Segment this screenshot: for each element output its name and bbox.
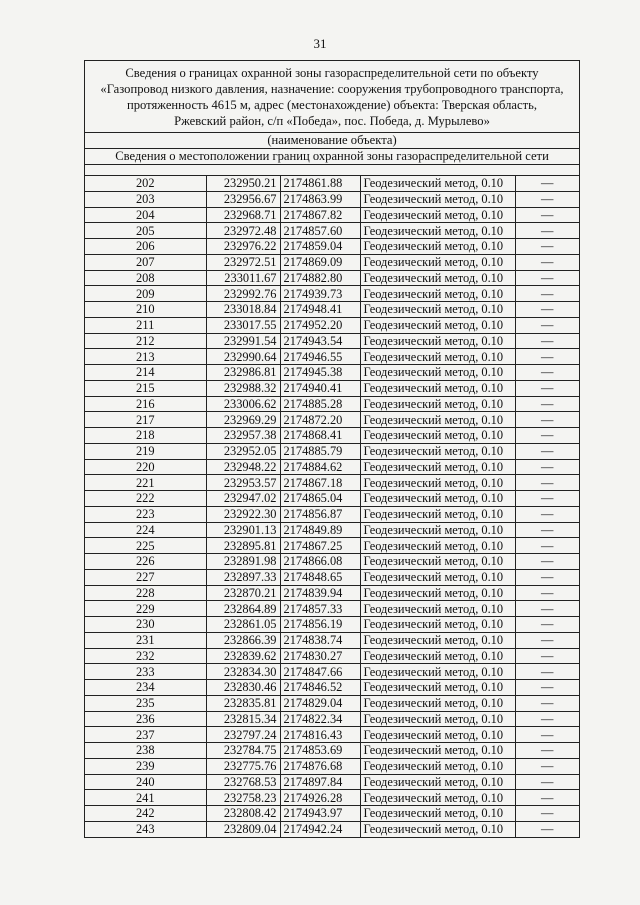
table-row [85,506,579,522]
method-cell: Геодезический метод, 0.10 [360,254,515,270]
method-cell: Геодезический метод, 0.10 [360,806,515,822]
method-cell: Геодезический метод, 0.10 [360,223,515,239]
x-coordinate-cell: 233017.55 [206,317,280,333]
table-row [85,176,579,191]
point-number-cell: 225 [85,538,206,554]
method-cell: Геодезический метод, 0.10 [360,286,515,302]
object-header [85,61,579,133]
y-coordinate-cell: 2174856.19 [280,617,360,633]
y-coordinate-cell: 2174856.87 [280,506,360,522]
method-cell: Геодезический метод, 0.10 [360,396,515,412]
point-number-cell: 238 [85,743,206,759]
table-row [85,191,579,207]
point-number-cell: 205 [85,223,206,239]
table-row [85,412,579,428]
x-coordinate-cell: 232870.21 [206,585,280,601]
x-coordinate-cell: 232768.53 [206,774,280,790]
table-row [85,207,579,223]
method-cell: Геодезический метод, 0.10 [360,743,515,759]
method-cell: Геодезический метод, 0.10 [360,459,515,475]
note-cell: — [515,475,579,491]
note-cell: — [515,554,579,570]
y-coordinate-cell: 2174869.09 [280,254,360,270]
page-number: 31 [313,36,327,51]
x-coordinate-cell: 232956.67 [206,191,280,207]
header-line: «Газопровод низкого давления, назначение: сооружения трубопроводного транспорта, [100,82,564,96]
point-number-cell: 224 [85,522,206,538]
note-cell: — [515,459,579,475]
method-cell: Геодезический метод, 0.10 [360,585,515,601]
x-coordinate-cell: 232864.89 [206,601,280,617]
method-cell: Геодезический метод, 0.10 [360,522,515,538]
method-cell: Геодезический метод, 0.10 [360,617,515,633]
note-cell: — [515,522,579,538]
table-row [85,821,579,837]
point-number-cell: 240 [85,774,206,790]
x-coordinate-cell: 232968.71 [206,207,280,223]
table-row [85,680,579,696]
note-cell: — [515,365,579,381]
x-coordinate-cell: 232901.13 [206,522,280,538]
y-coordinate-cell: 2174897.84 [280,774,360,790]
method-cell: Геодезический метод, 0.10 [360,664,515,680]
point-number-cell: 208 [85,270,206,286]
point-number-cell: 229 [85,601,206,617]
method-cell: Геодезический метод, 0.10 [360,491,515,507]
note-cell: — [515,727,579,743]
method-cell: Геодезический метод, 0.10 [360,176,515,191]
table-row [85,333,579,349]
x-coordinate-cell: 232992.76 [206,286,280,302]
y-coordinate-cell: 2174849.89 [280,522,360,538]
point-number-cell: 239 [85,758,206,774]
method-cell: Геодезический метод, 0.10 [360,601,515,617]
x-coordinate-cell: 232950.21 [206,176,280,191]
x-coordinate-cell: 232861.05 [206,617,280,633]
y-coordinate-cell: 2174838.74 [280,632,360,648]
y-coordinate-cell: 2174829.04 [280,695,360,711]
note-cell: — [515,538,579,554]
y-coordinate-cell: 2174866.08 [280,554,360,570]
y-coordinate-cell: 2174846.52 [280,680,360,696]
note-cell: — [515,711,579,727]
y-coordinate-cell: 2174863.99 [280,191,360,207]
point-number-cell: 220 [85,459,206,475]
y-coordinate-cell: 2174848.65 [280,569,360,585]
point-number-cell: 228 [85,585,206,601]
note-cell: — [515,695,579,711]
table-spacer [85,165,579,176]
x-coordinate-cell: 232758.23 [206,790,280,806]
note-cell: — [515,506,579,522]
method-cell: Геодезический метод, 0.10 [360,207,515,223]
y-coordinate-cell: 2174943.54 [280,333,360,349]
x-coordinate-cell: 232957.38 [206,428,280,444]
x-coordinate-cell: 232835.81 [206,695,280,711]
method-cell: Геодезический метод, 0.10 [360,648,515,664]
note-cell: — [515,806,579,822]
x-coordinate-cell: 232809.04 [206,821,280,837]
point-number-cell: 217 [85,412,206,428]
table-row [85,538,579,554]
note-cell: — [515,790,579,806]
point-number-cell: 226 [85,554,206,570]
note-cell: — [515,632,579,648]
note-cell: — [515,680,579,696]
x-coordinate-cell: 232991.54 [206,333,280,349]
y-coordinate-cell: 2174885.28 [280,396,360,412]
table-row [85,286,579,302]
table-row [85,585,579,601]
point-number-cell: 232 [85,648,206,664]
y-coordinate-cell: 2174847.66 [280,664,360,680]
point-number-cell: 219 [85,443,206,459]
point-number-cell: 233 [85,664,206,680]
method-cell: Геодезический метод, 0.10 [360,790,515,806]
note-cell: — [515,664,579,680]
point-number-cell: 214 [85,365,206,381]
x-coordinate-cell: 232986.81 [206,365,280,381]
table-row [85,711,579,727]
table-row [85,239,579,255]
table-row [85,302,579,318]
note-cell: — [515,821,579,837]
point-number-cell: 216 [85,396,206,412]
method-cell: Геодезический метод, 0.10 [360,727,515,743]
point-number-cell: 213 [85,349,206,365]
point-number-cell: 207 [85,254,206,270]
table-row [85,475,579,491]
x-coordinate-cell: 232830.46 [206,680,280,696]
table-row [85,601,579,617]
y-coordinate-cell: 2174859.04 [280,239,360,255]
method-cell: Геодезический метод, 0.10 [360,239,515,255]
y-coordinate-cell: 2174948.41 [280,302,360,318]
y-coordinate-cell: 2174884.62 [280,459,360,475]
method-cell: Геодезический метод, 0.10 [360,695,515,711]
note-cell: — [515,412,579,428]
method-cell: Геодезический метод, 0.10 [360,191,515,207]
x-coordinate-cell: 232972.51 [206,254,280,270]
y-coordinate-cell: 2174867.25 [280,538,360,554]
x-coordinate-cell: 232891.98 [206,554,280,570]
x-coordinate-cell: 232972.48 [206,223,280,239]
note-cell: — [515,443,579,459]
point-number-cell: 227 [85,569,206,585]
table-row [85,223,579,239]
y-coordinate-cell: 2174830.27 [280,648,360,664]
point-number-cell: 237 [85,727,206,743]
method-cell: Геодезический метод, 0.10 [360,538,515,554]
x-coordinate-cell: 233018.84 [206,302,280,318]
note-cell: — [515,191,579,207]
point-number-cell: 204 [85,207,206,223]
table-row [85,554,579,570]
method-cell: Геодезический метод, 0.10 [360,270,515,286]
note-cell: — [515,176,579,191]
point-number-cell: 203 [85,191,206,207]
method-cell: Геодезический метод, 0.10 [360,506,515,522]
y-coordinate-cell: 2174853.69 [280,743,360,759]
note-cell: — [515,317,579,333]
y-coordinate-cell: 2174940.41 [280,380,360,396]
table-row [85,806,579,822]
x-coordinate-cell: 232948.22 [206,459,280,475]
x-coordinate-cell: 233011.67 [206,270,280,286]
method-cell: Геодезический метод, 0.10 [360,632,515,648]
note-cell: — [515,743,579,759]
x-coordinate-cell: 232808.42 [206,806,280,822]
point-number-cell: 241 [85,790,206,806]
point-number-cell: 211 [85,317,206,333]
table-row [85,695,579,711]
y-coordinate-cell: 2174942.24 [280,821,360,837]
method-cell: Геодезический метод, 0.10 [360,333,515,349]
method-cell: Геодезический метод, 0.10 [360,302,515,318]
x-coordinate-cell: 232784.75 [206,743,280,759]
note-cell: — [515,569,579,585]
point-number-cell: 215 [85,380,206,396]
note-cell: — [515,428,579,444]
y-coordinate-cell: 2174952.20 [280,317,360,333]
table-row [85,617,579,633]
point-number-cell: 202 [85,176,206,191]
x-coordinate-cell: 232969.29 [206,412,280,428]
x-coordinate-cell: 232834.30 [206,664,280,680]
table-row [85,380,579,396]
table-row [85,758,579,774]
x-coordinate-cell: 232922.30 [206,506,280,522]
x-coordinate-cell: 232976.22 [206,239,280,255]
coordinates-table [85,176,579,838]
point-number-cell: 209 [85,286,206,302]
y-coordinate-cell: 2174867.18 [280,475,360,491]
point-number-cell: 222 [85,491,206,507]
x-coordinate-cell: 233006.62 [206,396,280,412]
y-coordinate-cell: 2174876.68 [280,758,360,774]
y-coordinate-cell: 2174857.60 [280,223,360,239]
point-number-cell: 230 [85,617,206,633]
note-cell: — [515,349,579,365]
table-row [85,727,579,743]
y-coordinate-cell: 2174882.80 [280,270,360,286]
method-cell: Геодезический метод, 0.10 [360,475,515,491]
table-row [85,664,579,680]
note-cell: — [515,396,579,412]
y-coordinate-cell: 2174945.38 [280,365,360,381]
note-cell: — [515,617,579,633]
table-row [85,349,579,365]
table-row [85,396,579,412]
note-cell: — [515,207,579,223]
note-cell: — [515,333,579,349]
point-number-cell: 210 [85,302,206,318]
point-number-cell: 243 [85,821,206,837]
table-row [85,774,579,790]
method-cell: Геодезический метод, 0.10 [360,774,515,790]
x-coordinate-cell: 232895.81 [206,538,280,554]
method-cell: Геодезический метод, 0.10 [360,349,515,365]
point-number-cell: 218 [85,428,206,444]
y-coordinate-cell: 2174822.34 [280,711,360,727]
x-coordinate-cell: 232839.62 [206,648,280,664]
table-row [85,522,579,538]
method-cell: Геодезический метод, 0.10 [360,680,515,696]
method-cell: Геодезический метод, 0.10 [360,365,515,381]
note-cell: — [515,774,579,790]
y-coordinate-cell: 2174868.41 [280,428,360,444]
y-coordinate-cell: 2174867.82 [280,207,360,223]
table-row [85,443,579,459]
method-cell: Геодезический метод, 0.10 [360,569,515,585]
method-cell: Геодезический метод, 0.10 [360,428,515,444]
y-coordinate-cell: 2174865.04 [280,491,360,507]
method-cell: Геодезический метод, 0.10 [360,412,515,428]
header-line: протяженность 4615 м, адрес (местонахождение) объекта: Тверская область, [126,98,538,112]
x-coordinate-cell: 232952.05 [206,443,280,459]
table-row [85,270,579,286]
x-coordinate-cell: 232990.64 [206,349,280,365]
y-coordinate-cell: 2174839.94 [280,585,360,601]
x-coordinate-cell: 232866.39 [206,632,280,648]
y-coordinate-cell: 2174926.28 [280,790,360,806]
table-row [85,743,579,759]
point-number-cell: 236 [85,711,206,727]
note-cell: — [515,491,579,507]
method-cell: Геодезический метод, 0.10 [360,711,515,727]
note-cell: — [515,239,579,255]
y-coordinate-cell: 2174861.88 [280,176,360,191]
x-coordinate-cell: 232815.34 [206,711,280,727]
y-coordinate-cell: 2174885.79 [280,443,360,459]
table-row [85,428,579,444]
note-cell: — [515,223,579,239]
note-cell: — [515,585,579,601]
table-row [85,459,579,475]
table-row [85,317,579,333]
point-number-cell: 231 [85,632,206,648]
x-coordinate-cell: 232897.33 [206,569,280,585]
table-row [85,365,579,381]
table-row [85,648,579,664]
x-coordinate-cell: 232947.02 [206,491,280,507]
document-table [84,60,580,838]
x-coordinate-cell: 232797.24 [206,727,280,743]
note-cell: — [515,601,579,617]
x-coordinate-cell: 232953.57 [206,475,280,491]
note-cell: — [515,758,579,774]
header-line: Ржевский район, с/п «Победа», пос. Победа, д. Мурылево» [174,114,490,128]
y-coordinate-cell: 2174943.97 [280,806,360,822]
method-cell: Геодезический метод, 0.10 [360,317,515,333]
point-number-cell: 206 [85,239,206,255]
note-cell: — [515,286,579,302]
object-name-caption: (наименование объекта) [85,133,579,149]
table-row [85,632,579,648]
table-row [85,254,579,270]
method-cell: Геодезический метод, 0.10 [360,380,515,396]
point-number-cell: 212 [85,333,206,349]
point-number-cell: 235 [85,695,206,711]
method-cell: Геодезический метод, 0.10 [360,443,515,459]
y-coordinate-cell: 2174872.20 [280,412,360,428]
x-coordinate-cell: 232988.32 [206,380,280,396]
x-coordinate-cell: 232775.76 [206,758,280,774]
point-number-cell: 242 [85,806,206,822]
note-cell: — [515,302,579,318]
note-cell: — [515,254,579,270]
method-cell: Геодезический метод, 0.10 [360,821,515,837]
method-cell: Геодезический метод, 0.10 [360,758,515,774]
section-title: Сведения о местоположении границ охранной зоны газораспределительной сети [85,149,579,165]
note-cell: — [515,270,579,286]
y-coordinate-cell: 2174946.55 [280,349,360,365]
point-number-cell: 234 [85,680,206,696]
note-cell: — [515,648,579,664]
method-cell: Геодезический метод, 0.10 [360,554,515,570]
table-row [85,569,579,585]
y-coordinate-cell: 2174857.33 [280,601,360,617]
point-number-cell: 223 [85,506,206,522]
note-cell: — [515,380,579,396]
point-number-cell: 221 [85,475,206,491]
y-coordinate-cell: 2174816.43 [280,727,360,743]
header-line: Сведения о границах охранной зоны газораспределительной сети по объекту [125,66,539,80]
table-row [85,491,579,507]
y-coordinate-cell: 2174939.73 [280,286,360,302]
table-row [85,790,579,806]
